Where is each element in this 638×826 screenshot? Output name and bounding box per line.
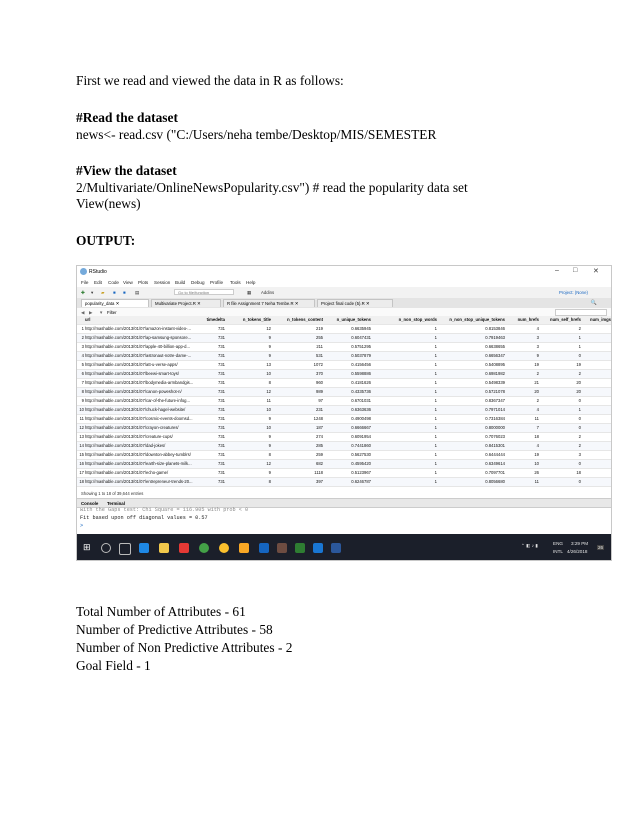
table-cell: 8: [268, 479, 271, 484]
row-index: 9: [81, 398, 84, 403]
table-row: [77, 334, 611, 343]
tray-layout[interactable]: INTL: [553, 549, 563, 554]
table-cell: 0.5037879: [351, 353, 371, 358]
powerpoint-icon[interactable]: [179, 543, 189, 553]
table-cell: http://mashable.com/2013/01/07/canon-poweshot-n/: [85, 389, 182, 394]
table-row: [77, 433, 611, 442]
column-header-n-unique-tokens[interactable]: n_unique_tokens: [336, 317, 371, 322]
notification-badge[interactable]: 26: [598, 545, 604, 550]
app-title: RStudio: [89, 269, 107, 275]
table-cell: 0.4335736: [351, 389, 371, 394]
table-cell: 0.6638655: [485, 344, 505, 349]
row-index: 2: [81, 335, 84, 340]
table-cell: 1: [434, 326, 437, 331]
view-code-line-2: View(news): [76, 196, 141, 211]
table-cell: 1: [578, 335, 581, 340]
minimize-icon[interactable]: –: [555, 267, 559, 274]
table-cell: 0.5408895: [485, 362, 505, 367]
table-cell: 8: [268, 452, 271, 457]
tab-label: R file Assignment 7 Neha Tembe.R: [227, 301, 294, 306]
table-cell: 0.5598886: [351, 371, 371, 376]
column-header-n-non-stop-unique-tokens[interactable]: n_non_stop_unique_tokens: [449, 317, 505, 322]
table-cell: http://mashable.com/2013/01/07/crayon-creatures/: [85, 425, 179, 430]
table-cell: 1: [434, 353, 437, 358]
table-row: [77, 424, 611, 433]
table-cell: 2: [578, 434, 581, 439]
menu-session[interactable]: Session: [154, 280, 171, 285]
row-index: 15: [79, 452, 84, 457]
menu-profile[interactable]: Profile: [210, 280, 224, 285]
new-file-icon[interactable]: ✚: [81, 290, 85, 295]
table-cell: 7: [536, 425, 539, 430]
table-cell: 2: [536, 371, 539, 376]
table-cell: 1: [434, 380, 437, 385]
row-index: 7: [81, 380, 84, 385]
table-cell: 1: [434, 344, 437, 349]
table-cell: 1: [434, 461, 437, 466]
console-line: Fit based upon off diagonal values = 0.57: [80, 515, 208, 521]
table-cell: 370: [316, 371, 323, 376]
cortana-icon[interactable]: [101, 543, 111, 553]
table-cell: 731: [218, 344, 225, 349]
table-row: [77, 406, 611, 415]
table-row: [77, 451, 611, 460]
table-cell: http://mashable.com/2013/01/07/apple-40-billion-app-d...: [85, 344, 190, 349]
column-header-num-self-hrefs[interactable]: num_self_hrefs: [550, 317, 581, 322]
table-cell: 10: [534, 461, 539, 466]
table-cell: 3: [578, 452, 581, 457]
view-heading: #View the dataset: [76, 163, 177, 178]
table-cell: 97: [318, 398, 323, 403]
table-row: [77, 469, 611, 478]
table-cell: 0.7971014: [485, 407, 505, 412]
rstudio-screenshot: [76, 265, 612, 561]
excel-icon[interactable]: [295, 543, 305, 553]
table-cell: 531: [316, 353, 323, 358]
table-cell: 259: [316, 452, 323, 457]
print-icon[interactable]: ▤: [135, 290, 140, 295]
grid-icon[interactable]: ▦: [247, 290, 252, 295]
rstudio-taskbar-icon[interactable]: [259, 543, 269, 553]
table-cell: 0.8000000: [485, 425, 505, 430]
tab-label: Multivariate Project.R: [155, 301, 196, 306]
table-row: [77, 361, 611, 370]
row-index: 17: [79, 470, 84, 475]
table-cell: 0.8367347: [485, 398, 505, 403]
table-row: [77, 388, 611, 397]
table-row: [77, 442, 611, 451]
menu-tools[interactable]: Tools: [230, 280, 241, 285]
table-cell: 1072: [313, 362, 323, 367]
table-cell: 26: [534, 470, 539, 475]
table-cell: 0.4156456: [351, 362, 371, 367]
filter-button[interactable]: Filter: [107, 309, 117, 315]
table-cell: 0: [578, 398, 581, 403]
tab-label: popularity_data: [85, 301, 115, 306]
table-cell: 0.6246787: [351, 479, 371, 484]
table-cell: 0.6701031: [351, 398, 371, 403]
table-cell: 0: [578, 425, 581, 430]
table-cell: 731: [218, 434, 225, 439]
table-cell: 0.6444444: [485, 452, 505, 457]
table-cell: 231: [316, 407, 323, 412]
table-cell: 1: [434, 434, 437, 439]
table-cell: 274: [316, 434, 323, 439]
table-cell: 731: [218, 389, 225, 394]
row-index: 12: [79, 425, 84, 430]
row-index: 11: [79, 416, 84, 421]
table-status: Showing 1 to 18 of 39,644 entries: [81, 491, 144, 496]
table-cell: http://mashable.com/2013/01/07/creature-cups/: [85, 434, 173, 439]
view-code-line-1: 2/Multivariate/OnlineNewsPopularity.csv") # read the popularity data set: [76, 180, 468, 195]
output-heading: OUTPUT:: [76, 233, 136, 248]
table-cell: http://mashable.com/2013/01/07/att-u-verse-apps/: [85, 362, 178, 367]
table-cell: 0.6349614: [485, 461, 505, 466]
table-cell: 9: [268, 416, 271, 421]
windows-taskbar: [77, 534, 611, 561]
table-cell: 19: [534, 362, 539, 367]
table-cell: 731: [218, 461, 225, 466]
table-cell: 0.4900498: [351, 416, 371, 421]
table-cell: http://mashable.com/2013/01/07/astronaut-notre-dame-...: [85, 353, 192, 358]
table-cell: 19: [534, 452, 539, 457]
table-cell: 731: [218, 425, 225, 430]
column-header-timedelta[interactable]: timedelta: [206, 317, 225, 322]
table-cell: 0.7919463: [485, 335, 505, 340]
table-header-row: [77, 316, 611, 325]
table-cell: 682: [316, 461, 323, 466]
addins-menu[interactable]: Addins: [261, 290, 275, 295]
table-cell: 12: [266, 389, 271, 394]
table-cell: http://mashable.com/2013/01/07/earth-size-planets-milk...: [85, 461, 192, 466]
menu-debug[interactable]: Debug: [191, 280, 205, 285]
table-row: [77, 397, 611, 406]
table-cell: http://mashable.com/2013/01/07/entrepreneur-trends-20...: [85, 479, 193, 484]
table-cell: 4: [536, 326, 539, 331]
table-cell: 0.8153846: [485, 326, 505, 331]
row-index: 18: [79, 479, 84, 484]
table-cell: 731: [218, 470, 225, 475]
table-cell: 0.5751295: [351, 344, 371, 349]
table-cell: 1: [434, 398, 437, 403]
back-arrow-icon[interactable]: ◀: [81, 309, 85, 315]
rstudio-logo-icon: [80, 268, 87, 275]
table-cell: 0.5498339: [485, 380, 505, 385]
menu-code[interactable]: Code: [108, 280, 119, 285]
table-cell: http://mashable.com/2013/01/07/ap-samsung-sponsore...: [85, 335, 192, 340]
table-cell: 1: [434, 470, 437, 475]
table-cell: 1: [434, 452, 437, 457]
table-cell: 1: [434, 416, 437, 421]
edge-icon[interactable]: [139, 543, 149, 553]
summary-non-predictive-attributes: Number of Non Predictive Attributes - 2: [76, 640, 293, 655]
table-cell: 10: [266, 425, 271, 430]
table-cell: 731: [218, 380, 225, 385]
table-cell: http://mashable.com/2013/01/07/downton-abbey-tumblrs/: [85, 452, 191, 457]
table-row: [77, 415, 611, 424]
table-cell: 0.6656347: [485, 353, 505, 358]
table-cell: 1: [434, 389, 437, 394]
menu-file[interactable]: File: [81, 280, 89, 285]
column-header-num-imgs[interactable]: num_imgs: [590, 317, 611, 322]
table-cell: 0.8415301: [485, 443, 505, 448]
table-cell: 731: [218, 371, 225, 376]
table-row: [77, 325, 611, 334]
table-cell: 4: [536, 443, 539, 448]
table-cell: 2: [536, 398, 539, 403]
tab-multivariate-project[interactable]: Multivariate Project.R ✕: [151, 299, 221, 307]
table-row: [77, 478, 611, 487]
table-cell: 731: [218, 443, 225, 448]
table-cell: 0.7316384: [485, 416, 505, 421]
table-cell: http://mashable.com/2013/01/07/bodymedia-armbandgis...: [85, 380, 194, 385]
table-row: [77, 460, 611, 469]
table-cell: http://mashable.com/2013/01/07/dad-jokes/: [85, 443, 166, 448]
table-cell: 0.7097701: [485, 470, 505, 475]
save-all-icon[interactable]: ■: [123, 290, 126, 295]
table-cell: 3: [536, 335, 539, 340]
table-cell: 0.6666667: [351, 425, 371, 430]
tray-language[interactable]: ENG: [553, 541, 563, 546]
table-cell: 11: [266, 398, 271, 403]
table-cell: 960: [316, 380, 323, 385]
browser-icon[interactable]: [219, 543, 229, 553]
table-cell: 19: [576, 362, 581, 367]
table-cell: 10: [266, 371, 271, 376]
column-header-n-non-stop-words[interactable]: n_non_stop_words: [398, 317, 437, 322]
table-cell: 0.5627530: [351, 452, 371, 457]
tray-icons[interactable]: ⌃ ◧ ♪ ▮: [521, 543, 538, 548]
read-code: news<- read.csv ("C:/Users/neha tembe/Desktop/MIS/SEMESTER: [76, 127, 437, 142]
table-row: [77, 379, 611, 388]
table-cell: 187: [316, 425, 323, 430]
tab-label: Project final code (5).R: [321, 301, 365, 306]
table-cell: 0.6981982: [485, 371, 505, 376]
table-cell: 1: [434, 371, 437, 376]
summary-goal-field: Goal Field - 1: [76, 658, 151, 673]
row-index: 5: [81, 362, 84, 367]
row-index: 8: [81, 389, 84, 394]
table-cell: 1: [434, 407, 437, 412]
table-cell: 10: [266, 407, 271, 412]
table-cell: 9: [268, 443, 271, 448]
table-cell: 0: [578, 461, 581, 466]
windows-start-icon[interactable]: ⊞: [83, 542, 91, 552]
table-cell: 4: [536, 407, 539, 412]
row-index: 1: [81, 326, 84, 331]
table-cell: http://mashable.com/2013/01/07/cosmic-events-doomsd...: [85, 416, 193, 421]
table-cell: 11: [534, 416, 539, 421]
table-cell: 0.6091954: [351, 434, 371, 439]
project-menu[interactable]: Project: (None): [559, 290, 588, 295]
console-line: with the Gaps test: Chi Square = 116.905 with prob < 0: [80, 507, 249, 513]
read-heading: #Read the dataset: [76, 110, 178, 125]
summary-total-attributes: Total Number of Attributes - 61: [76, 604, 246, 619]
menu-plots[interactable]: Plots: [138, 280, 149, 285]
table-cell: http://mashable.com/2013/01/07/car-of-the-future-infog...: [85, 398, 190, 403]
table-cell: 255: [316, 335, 323, 340]
table-cell: 9: [268, 335, 271, 340]
table-cell: 0.8056680: [485, 479, 505, 484]
table-cell: 2: [578, 371, 581, 376]
row-index: 13: [79, 434, 84, 439]
table-cell: 0.7441860: [351, 443, 371, 448]
table-cell: 11: [534, 479, 539, 484]
tab-popularity-data[interactable]: popularity_data ✕: [81, 299, 149, 307]
row-index: 10: [79, 407, 84, 412]
table-cell: http://mashable.com/2013/01/07/beewi-smart-toys/: [85, 371, 180, 376]
table-cell: 9: [536, 353, 539, 358]
forward-arrow-icon[interactable]: ▶: [89, 309, 93, 315]
table-cell: 285: [316, 443, 323, 448]
menu-help[interactable]: Help: [246, 280, 256, 285]
table-cell: 731: [218, 407, 225, 412]
table-row: [77, 370, 611, 379]
intro-text: First we read and viewed the data in R as follows:: [76, 73, 344, 88]
table-cell: 731: [218, 335, 225, 340]
table-cell: 0: [578, 416, 581, 421]
app-taskbar-icon[interactable]: [277, 543, 287, 553]
table-cell: 211: [316, 344, 323, 349]
table-cell: 1: [578, 407, 581, 412]
open-file-icon[interactable]: ▾: [91, 290, 94, 295]
table-cell: 0.5123967: [351, 470, 371, 475]
row-index: 14: [79, 443, 84, 448]
title-bar: [77, 266, 611, 278]
menu-edit[interactable]: Edit: [94, 280, 102, 285]
table-cell: 9: [268, 353, 271, 358]
table-cell: 0: [578, 479, 581, 484]
table-cell: http://mashable.com/2013/01/07/chuck-hagel-website/: [85, 407, 186, 412]
table-cell: 219: [316, 326, 323, 331]
table-cell: 397: [316, 479, 323, 484]
table-cell: 731: [218, 416, 225, 421]
console-pane: [77, 498, 611, 535]
row-index: 6: [81, 371, 84, 376]
goto-file-input[interactable]: Go to file/function: [174, 289, 234, 295]
tray-date[interactable]: 4/26/2018: [567, 549, 588, 554]
close-icon[interactable]: ✕: [593, 268, 599, 275]
table-cell: 2: [578, 326, 581, 331]
table-cell: 1: [434, 479, 437, 484]
table-cell: 9: [268, 470, 271, 475]
table-cell: 731: [218, 353, 225, 358]
filter-icon[interactable]: ▼: [99, 309, 104, 315]
table-cell: 1: [434, 335, 437, 340]
table-cell: 0.4181626: [351, 380, 371, 385]
table-cell: 1118: [314, 470, 323, 475]
table-cell: 0.6635945: [351, 326, 371, 331]
row-index: 16: [79, 461, 84, 466]
table-cell: 1: [434, 362, 437, 367]
tray-time[interactable]: 3:29 PM: [571, 541, 589, 546]
table-cell: 1: [578, 344, 581, 349]
table-cell: 13: [266, 362, 271, 367]
table-cell: 731: [218, 398, 225, 403]
tab-assignment-7[interactable]: R file Assignment 7 Neha Tembe.R ✕: [223, 299, 315, 307]
column-header-num-hrefs[interactable]: num_hrefs: [517, 317, 539, 322]
column-header-url[interactable]: url: [85, 317, 91, 322]
sticky-notes-icon[interactable]: [239, 543, 249, 553]
column-header-n-tokens-title[interactable]: n_tokens_title: [242, 317, 271, 322]
table-cell: 0.7076023: [485, 434, 505, 439]
table-cell: 9: [268, 434, 271, 439]
table-cell: 1248: [313, 416, 323, 421]
table-cell: 9: [268, 344, 271, 349]
table-cell: 18: [576, 470, 581, 475]
table-cell: 731: [218, 326, 225, 331]
table-cell: 18: [534, 434, 539, 439]
table-cell: 21: [534, 380, 539, 385]
chrome-icon[interactable]: [199, 543, 209, 553]
maximize-icon[interactable]: □: [573, 267, 578, 274]
table-cell: 731: [218, 479, 225, 484]
console-prompt[interactable]: >: [80, 523, 84, 529]
column-header-n-tokens-content[interactable]: n_tokens_content: [287, 317, 323, 322]
table-row: [77, 343, 611, 352]
folder-icon[interactable]: ▰: [101, 290, 105, 295]
search-icon[interactable]: 🔍: [590, 300, 597, 306]
row-index: 4: [81, 353, 84, 358]
table-cell: http://mashable.com/2013/01/07/echo-game/: [85, 470, 169, 475]
table-search-input[interactable]: [555, 309, 607, 316]
tab-project-final-code[interactable]: Project final code (5).R ✕: [317, 299, 393, 307]
table-cell: 3: [536, 344, 539, 349]
tab-terminal[interactable]: Terminal: [107, 500, 125, 506]
table-cell: 20: [576, 389, 581, 394]
table-cell: http://mashable.com/2013/01/07/amazon-instant-video-...: [85, 326, 191, 331]
table-row: [77, 352, 611, 361]
table-cell: 0.6047431: [351, 335, 371, 340]
menu-bar: [77, 278, 611, 287]
table-cell: 8: [268, 380, 271, 385]
tab-console[interactable]: Console: [81, 500, 99, 506]
task-view-icon[interactable]: [119, 543, 131, 555]
menu-build[interactable]: Build: [175, 280, 186, 285]
table-cell: 731: [218, 452, 225, 457]
table-cell: 2: [578, 443, 581, 448]
table-cell: 1: [434, 443, 437, 448]
table-cell: 20: [534, 389, 539, 394]
save-icon[interactable]: ■: [113, 290, 116, 295]
summary-predictive-attributes: Number of Predictive Attributes - 58: [76, 622, 273, 637]
menu-view[interactable]: View: [123, 280, 133, 285]
row-index: 3: [81, 344, 84, 349]
table-cell: 0.6363636: [351, 407, 371, 412]
table-cell: 989: [316, 389, 323, 394]
table-cell: 0.4595420: [351, 461, 371, 466]
table-cell: 0: [578, 353, 581, 358]
table-cell: 0.5721078: [485, 389, 505, 394]
file-explorer-icon[interactable]: [159, 543, 169, 553]
table-cell: 1: [434, 425, 437, 430]
table-cell: 12: [266, 461, 271, 466]
table-cell: 12: [266, 326, 271, 331]
table-cell: 20: [576, 380, 581, 385]
outlook-icon[interactable]: [313, 543, 323, 553]
table-cell: 731: [218, 362, 225, 367]
word-icon[interactable]: [331, 543, 341, 553]
